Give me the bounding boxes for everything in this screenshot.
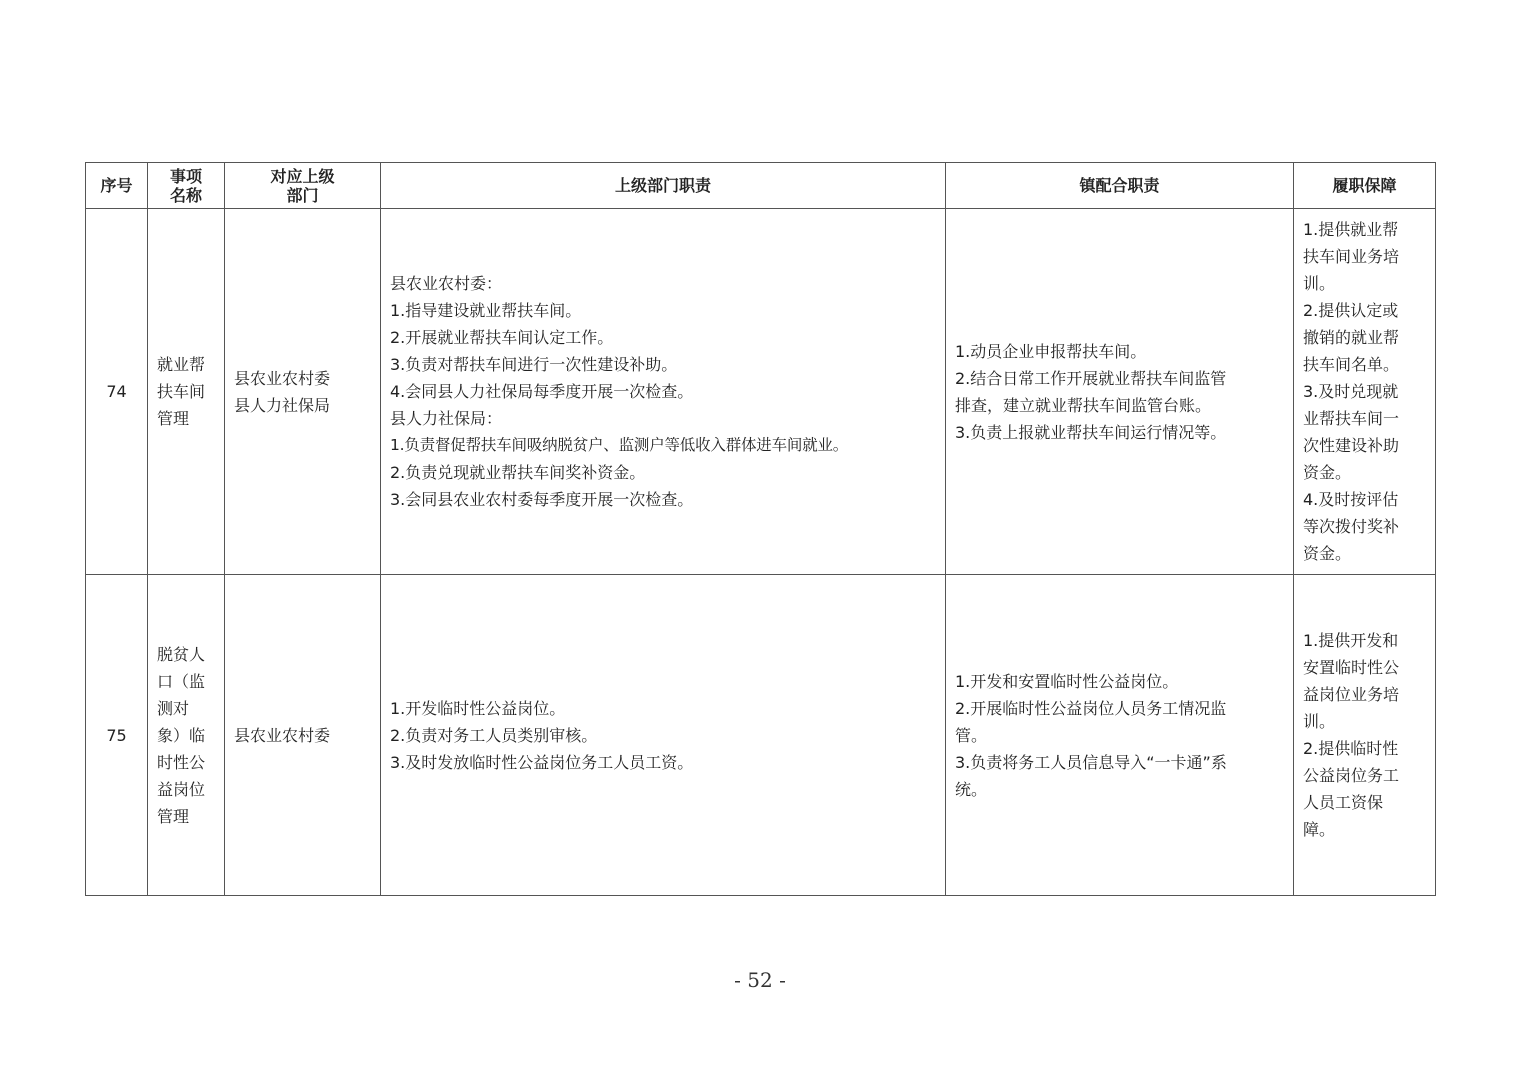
header-town-duty: 镇配合职责 xyxy=(946,163,1294,209)
item-name: 脱贫人 口（监 测对 象）临 时性公 益岗位 管理 xyxy=(148,575,225,896)
dept-cell: 县农业农村委 xyxy=(225,575,381,896)
town-duty-cell: 1.动员企业申报帮扶车间。 2.结合日常工作开展就业帮扶车间监管 排查，建立就业帮扶车间监管台账。 3.负责上报就业帮扶车间运行情况等。 xyxy=(946,209,1294,575)
page-number: - 52 - xyxy=(734,968,786,992)
table-row xyxy=(86,575,1436,896)
header-guarantee: 履职保障 xyxy=(1294,163,1436,209)
upper-duty-cell: 县农业农村委： 1.指导建设就业帮扶车间。 2.开展就业帮扶车间认定工作。 3.负责对帮扶车间进行一次性建设补助。 4.会同县人力社保局每季度开展一次检查。 县人力社保局： 1.负责督促帮扶车间吸纳脱贫户、监测户等低收入群体进车间就业。 2.负责兑现就业帮扶车间奖补资金。 3.会同县农业农村委每季度开展一次检查。 xyxy=(381,209,946,575)
row-number: 74 xyxy=(86,209,148,575)
item-name: 就业帮 扶车间 管理 xyxy=(148,209,225,575)
header-no: 序号 xyxy=(86,163,148,209)
header-dept: 对应上级 部门 xyxy=(225,163,381,209)
header-item-name: 事项 名称 xyxy=(148,163,225,209)
town-duty-cell: 1.开发和安置临时性公益岗位。 2.开展临时性公益岗位人员务工情况监 管。 3.负责将务工人员信息导入“一卡通”系 统。 xyxy=(946,575,1294,896)
upper-duty-cell: 1.开发临时性公益岗位。 2.负责对务工人员类别审核。 3.及时发放临时性公益岗位务工人员工资。 xyxy=(381,575,946,896)
row-number: 75 xyxy=(86,575,148,896)
dept-cell: 县农业农村委 县人力社保局 xyxy=(225,209,381,575)
header-upper-duty: 上级部门职责 xyxy=(381,163,946,209)
guarantee-cell: 1.提供开发和 安置临时性公 益岗位业务培 训。 2.提供临时性 公益岗位务工 人员工资保 障。 xyxy=(1294,575,1436,896)
duty-table xyxy=(85,162,1436,896)
table-header-row xyxy=(86,163,1436,209)
table-row xyxy=(86,209,1436,575)
guarantee-cell: 1.提供就业帮 扶车间业务培 训。 2.提供认定或 撤销的就业帮 扶车间名单。 3.及时兑现就 业帮扶车间一 次性建设补助 资金。 4.及时按评估 等次拨付奖补 资金。 xyxy=(1294,209,1436,575)
